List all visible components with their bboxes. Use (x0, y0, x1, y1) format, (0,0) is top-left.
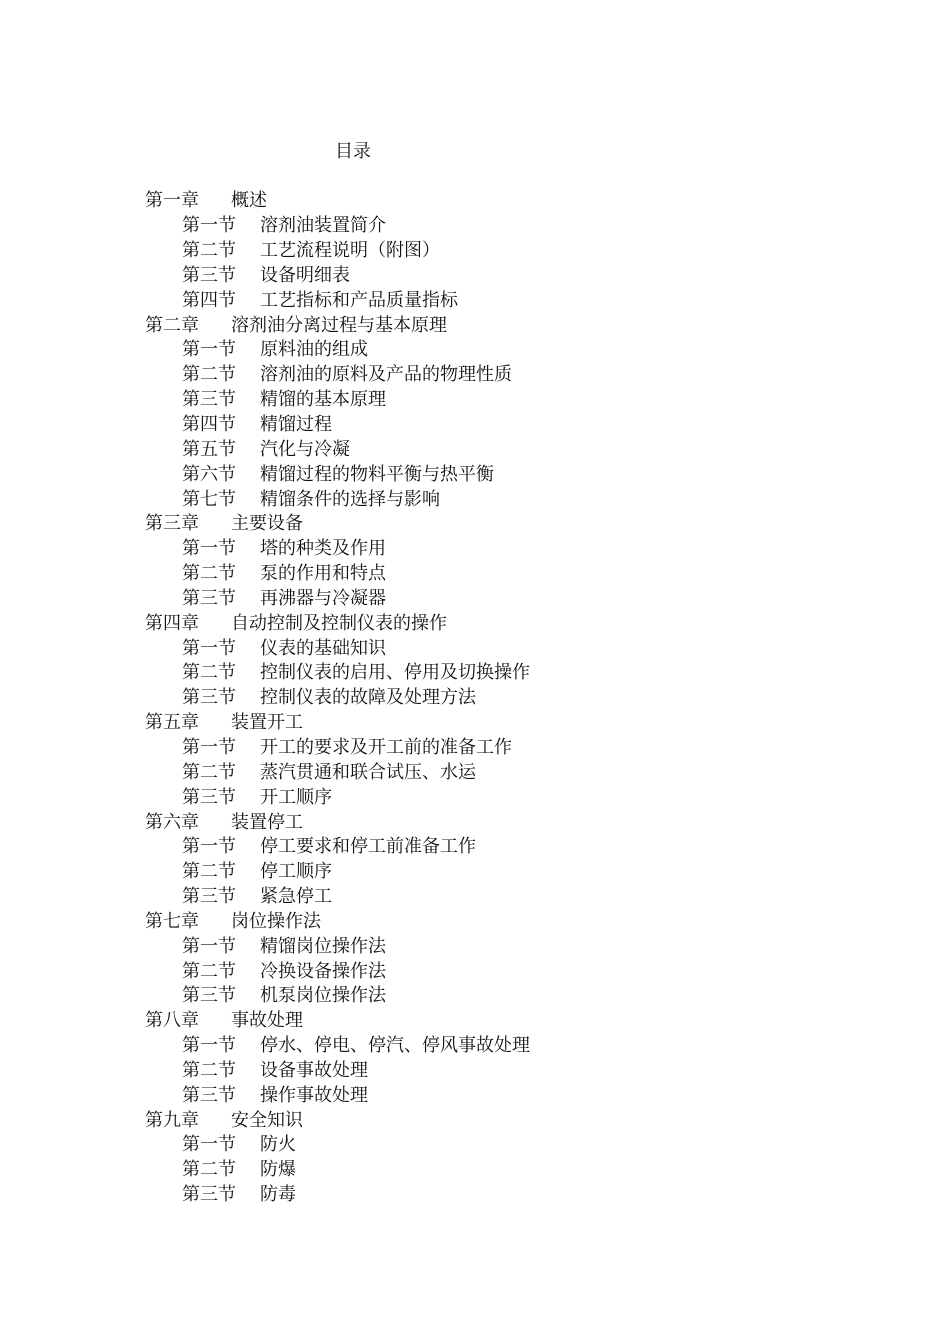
section-number: 第二节 (182, 563, 236, 585)
section-number: 第二节 (182, 761, 236, 783)
section-number: 第五节 (182, 438, 236, 460)
section-title: 蒸汽贯通和联合试压、水运 (260, 761, 476, 783)
toc-section-entry (145, 537, 765, 562)
section-number: 第一节 (182, 538, 236, 560)
section-number: 第三节 (182, 1084, 236, 1106)
toc-section-entry (145, 1133, 765, 1158)
section-title: 机泵岗位操作法 (260, 985, 386, 1007)
section-number: 第二节 (182, 240, 236, 262)
section-number: 第一节 (182, 1035, 236, 1057)
toc-section-entry (145, 661, 765, 686)
toc-section-entry (145, 214, 765, 239)
toc-chapter-entry (145, 512, 765, 537)
toc-section-entry (145, 860, 765, 885)
chapter-number: 第一章 (145, 190, 199, 212)
section-title: 防毒 (260, 1184, 296, 1206)
toc-section-entry (145, 736, 765, 761)
chapter-title: 装置开工 (231, 712, 303, 734)
section-number: 第三节 (182, 985, 236, 1007)
section-title: 紧急停工 (260, 886, 332, 908)
toc-chapter-entry (145, 189, 765, 214)
toc-section-entry (145, 885, 765, 910)
toc-section-entry (145, 562, 765, 587)
chapter-number: 第九章 (145, 1109, 199, 1131)
toc-section-entry (145, 686, 765, 711)
chapter-title: 安全知识 (231, 1109, 303, 1131)
section-number: 第三节 (182, 886, 236, 908)
section-number: 第二节 (182, 861, 236, 883)
section-number: 第二节 (182, 1159, 236, 1181)
toc-section-entry (145, 1183, 765, 1208)
chapter-title: 概述 (231, 190, 267, 212)
section-title: 再沸器与冷凝器 (260, 587, 386, 609)
section-title: 冷换设备操作法 (260, 960, 386, 982)
toc-section-entry (145, 785, 765, 810)
section-title: 汽化与冷凝 (260, 438, 350, 460)
toc-chapter-entry (145, 611, 765, 636)
chapter-number: 第七章 (145, 910, 199, 932)
toc-chapter-entry (145, 711, 765, 736)
toc-section-entry (145, 239, 765, 264)
toc-section-entry (145, 462, 765, 487)
toc-chapter-entry (145, 909, 765, 934)
toc-chapter-entry (145, 313, 765, 338)
section-title: 停工顺序 (260, 861, 332, 883)
section-number: 第三节 (182, 389, 236, 411)
table-of-contents (145, 189, 765, 1208)
toc-section-entry (145, 1034, 765, 1059)
toc-section-entry (145, 388, 765, 413)
section-title: 工艺流程说明（附图） (260, 240, 440, 262)
section-title: 开工的要求及开工前的准备工作 (260, 736, 512, 758)
section-number: 第二节 (182, 960, 236, 982)
section-title: 泵的作用和特点 (260, 563, 386, 585)
section-title: 停工要求和停工前准备工作 (260, 836, 476, 858)
section-title: 控制仪表的故障及处理方法 (260, 687, 476, 709)
chapter-title: 岗位操作法 (231, 910, 321, 932)
section-title: 操作事故处理 (260, 1084, 368, 1106)
section-title: 精馏的基本原理 (260, 389, 386, 411)
toc-section-entry (145, 984, 765, 1009)
section-title: 设备事故处理 (260, 1059, 368, 1081)
toc-section-entry (145, 959, 765, 984)
section-title: 原料油的组成 (260, 339, 368, 361)
toc-section-entry (145, 760, 765, 785)
section-number: 第三节 (182, 587, 236, 609)
toc-chapter-entry (145, 1108, 765, 1133)
toc-section-entry (145, 587, 765, 612)
section-number: 第一节 (182, 836, 236, 858)
section-title: 精馏条件的选择与影响 (260, 488, 440, 510)
section-number: 第一节 (182, 935, 236, 957)
toc-section-entry (145, 1059, 765, 1084)
toc-title: 目录 (335, 141, 371, 162)
toc-chapter-entry (145, 1009, 765, 1034)
toc-section-entry (145, 288, 765, 313)
section-title: 精馏过程 (260, 414, 332, 436)
section-title: 溶剂油装置简介 (260, 215, 386, 237)
section-number: 第七节 (182, 488, 236, 510)
toc-section-entry (145, 1158, 765, 1183)
chapter-title: 事故处理 (231, 1010, 303, 1032)
section-number: 第四节 (182, 289, 236, 311)
section-title: 防爆 (260, 1159, 296, 1181)
toc-chapter-entry (145, 810, 765, 835)
section-title: 精馏过程的物料平衡与热平衡 (260, 463, 494, 485)
section-number: 第三节 (182, 687, 236, 709)
toc-section-entry (145, 363, 765, 388)
toc-section-entry (145, 487, 765, 512)
section-number: 第一节 (182, 339, 236, 361)
section-title: 控制仪表的启用、停用及切换操作 (260, 662, 530, 684)
section-number: 第一节 (182, 637, 236, 659)
section-title: 仪表的基础知识 (260, 637, 386, 659)
section-number: 第二节 (182, 1059, 236, 1081)
toc-section-entry (145, 835, 765, 860)
chapter-number: 第四章 (145, 612, 199, 634)
toc-section-entry (145, 437, 765, 462)
section-number: 第三节 (182, 786, 236, 808)
chapter-number: 第三章 (145, 513, 199, 535)
section-number: 第二节 (182, 364, 236, 386)
section-title: 设备明细表 (260, 264, 350, 286)
chapter-title: 装置停工 (231, 811, 303, 833)
section-number: 第三节 (182, 264, 236, 286)
section-title: 停水、停电、停汽、停风事故处理 (260, 1035, 530, 1057)
section-title: 工艺指标和产品质量指标 (260, 289, 458, 311)
chapter-number: 第五章 (145, 712, 199, 734)
section-number: 第一节 (182, 215, 236, 237)
section-number: 第二节 (182, 662, 236, 684)
toc-section-entry (145, 636, 765, 661)
chapter-title: 主要设备 (231, 513, 303, 535)
section-number: 第四节 (182, 414, 236, 436)
toc-section-entry (145, 934, 765, 959)
chapter-number: 第二章 (145, 314, 199, 336)
toc-section-entry (145, 338, 765, 363)
toc-section-entry (145, 1083, 765, 1108)
section-number: 第一节 (182, 1134, 236, 1156)
section-number: 第六节 (182, 463, 236, 485)
chapter-title: 溶剂油分离过程与基本原理 (231, 314, 447, 336)
section-title: 溶剂油的原料及产品的物理性质 (260, 364, 512, 386)
section-number: 第三节 (182, 1184, 236, 1206)
toc-section-entry (145, 413, 765, 438)
toc-section-entry (145, 264, 765, 289)
section-title: 防火 (260, 1134, 296, 1156)
section-title: 开工顺序 (260, 786, 332, 808)
chapter-title: 自动控制及控制仪表的操作 (231, 612, 447, 634)
chapter-number: 第六章 (145, 811, 199, 833)
chapter-number: 第八章 (145, 1010, 199, 1032)
section-number: 第一节 (182, 736, 236, 758)
section-title: 塔的种类及作用 (260, 538, 386, 560)
section-title: 精馏岗位操作法 (260, 935, 386, 957)
